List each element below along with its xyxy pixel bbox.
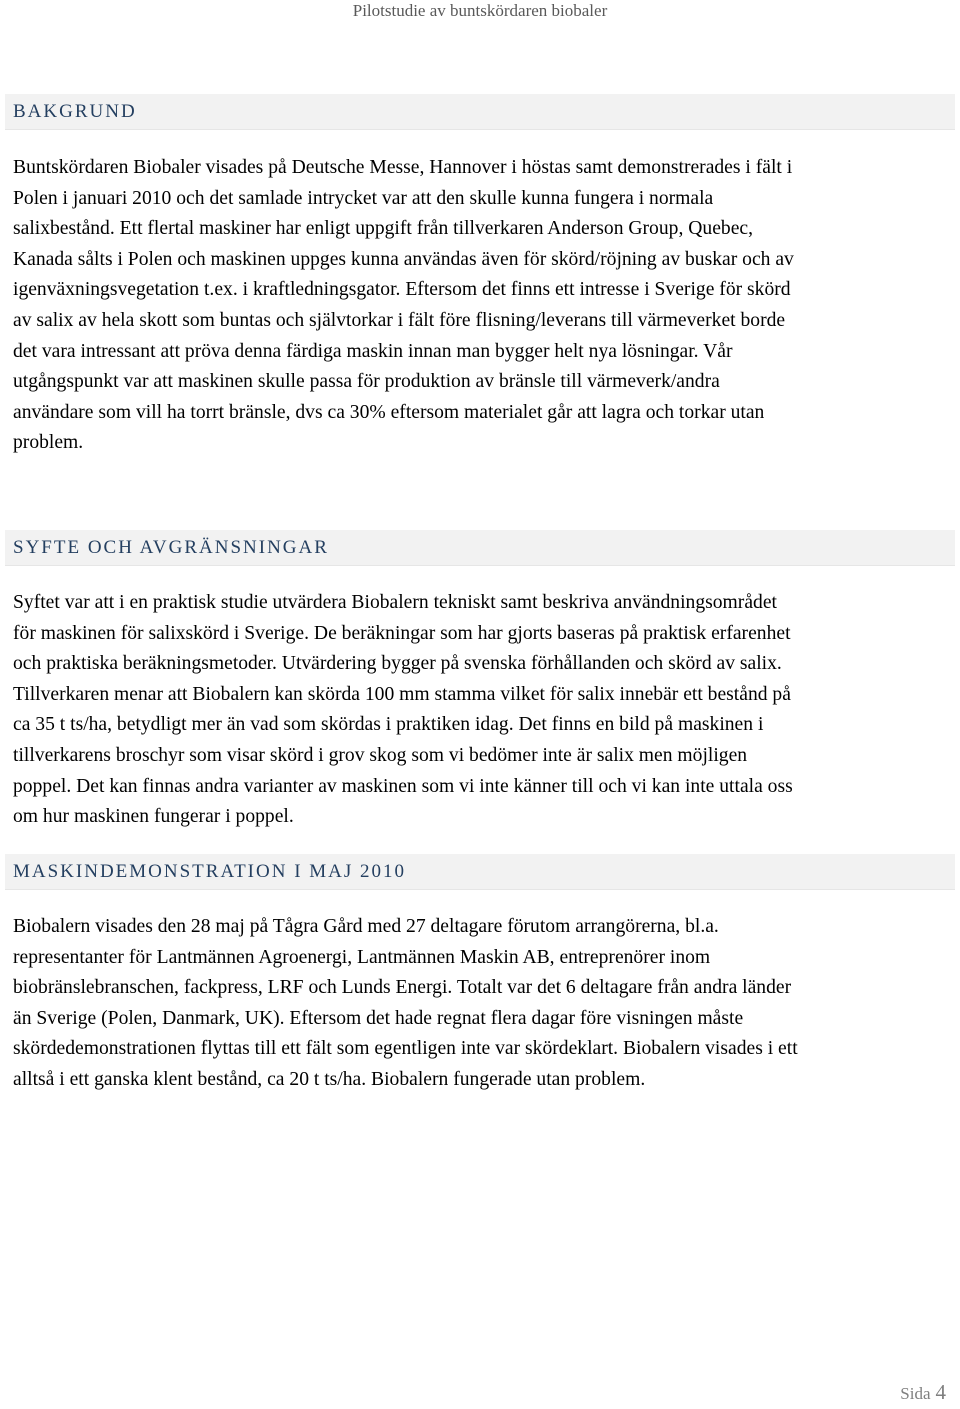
text-line: Syftet var att i en praktisk studie utvärdera Biobalern tekniskt samt beskriva användningsområdet (13, 592, 777, 613)
text-line: skördedemonstrationen flyttas till ett fält som egentligen inte var skördeklart. Biobalern visades i ett (13, 1038, 798, 1060)
section-heading-text: BAKGRUND (13, 101, 137, 122)
text-line: Buntskördaren Biobaler visades på Deutsche Messe, Hannover i höstas samt demonstrerades i fält i (13, 157, 793, 178)
text-line: alltså i ett ganska klent bestånd, ca 20 t ts/ha. Biobalern fungerade utan problem. (13, 1068, 646, 1090)
text-line: användare som vill ha torrt bränsle, dvs ca 30% eftersom materialet går att lagra och torkar utan (13, 401, 765, 423)
section-heading-bakgrund (5, 94, 955, 130)
page-number: 4 (935, 1380, 946, 1404)
paragraph-bakgrund (13, 153, 948, 459)
section-heading-maskindemonstration (5, 854, 955, 890)
paragraph-maskindemonstration (13, 912, 948, 1096)
text-line: representanter för Lantmännen Agroenergi, Lantmännen Maskin AB, entreprenörer inom (13, 946, 711, 968)
section-heading-syfte (5, 530, 955, 566)
text-line: Polen i januari 2010 och det samlade intrycket var att den skulle kunna fungera i normala (13, 187, 714, 209)
text-line: igenväxningsvegetation t.ex. i kraftledningsgator. Eftersom det finns ett intresse i Sverige för skörd (13, 279, 791, 301)
text-line: om hur maskinen fungerar i poppel. (13, 806, 294, 828)
text-line: och praktiska beräkningsmetoder. Utvärdering bygger på svenska förhållanden och skörd av salix. (13, 653, 782, 675)
running-header: Pilotstudie av buntskördaren biobaler (352, 1, 608, 20)
paragraph-syfte (13, 588, 948, 833)
text-line: Kanada sålts i Polen och maskinen uppges kunna användas även för skörd/röjning av buskar och av (13, 248, 794, 270)
text-line: det vara intressant att pröva denna färdiga maskin innan man bygger helt nya lösningar. Vår (13, 340, 733, 362)
text-line: poppel. Det kan finnas andra varianter av maskinen som vi inte känner till och vi kan inte uttala oss (13, 775, 793, 797)
section-heading-text: SYFTE OCH AVGRÄNSNINGAR (13, 537, 329, 558)
text-line: Tillverkaren menar att Biobalern kan skörda 100 mm stamma vilket för salix innebär ett bestånd på (13, 683, 791, 705)
text-line: än Sverige (Polen, Danmark, UK). Eftersom det hade regnat flera dagar före visningen måste (13, 1007, 744, 1029)
text-line: biobränslebranschen, fackpress, LRF och Lunds Energi. Totalt var det 6 deltagare från andra länder (13, 977, 792, 999)
text-line: för maskinen för salixskörd i Sverige. De beräkningar som har gjorts baseras på praktisk erfarenhet (13, 622, 791, 644)
text-line: av salix av hela skott som buntas och självtorkar i fält före flisning/leverans till värmeverket borde (13, 309, 786, 331)
section-heading-text: MASKINDEMONSTRATION I MAJ 2010 (13, 861, 407, 882)
text-line: salixbestånd. Ett flertal maskiner har enligt uppgift från tillverkaren Anderson Group, Quebec, (13, 218, 753, 240)
text-line: tillverkarens broschyr som visar skörd i grov skog som vi bedömer inte är salix men möjligen (13, 744, 748, 766)
text-line: utgångspunkt var att maskinen skulle passa för produktion av bränsle till värmeverk/andra (13, 371, 720, 393)
text-line: problem. (13, 432, 84, 454)
page-footer (900, 1378, 946, 1406)
page-label: Sida (900, 1384, 931, 1403)
text-line: Biobalern visades den 28 maj på Tågra Gård med 27 deltagare förutom arrangörerna, bl.a. (13, 916, 719, 937)
text-line: ca 35 t ts/ha, betydligt mer än vad som skördas i praktiken idag. Det finns en bild på maskinen i (13, 714, 764, 736)
